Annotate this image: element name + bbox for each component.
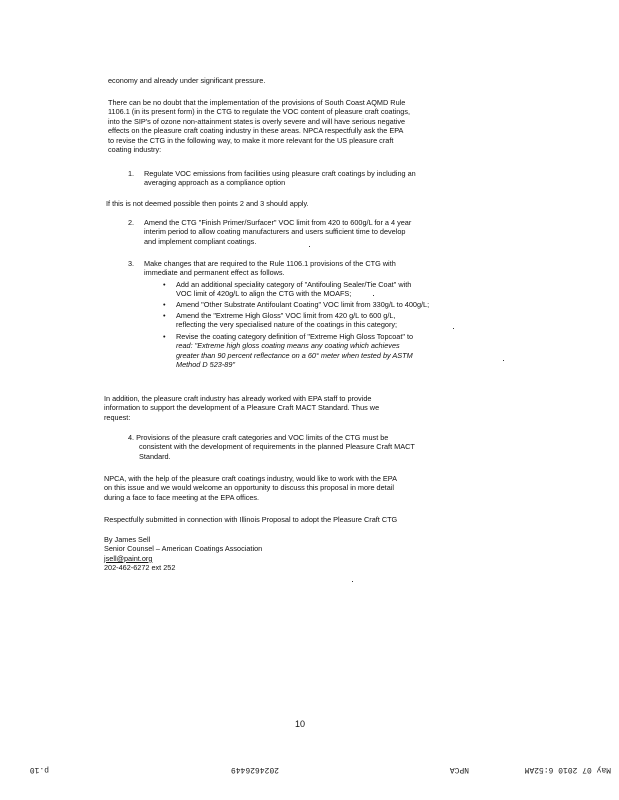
bullet-icon: • [163, 311, 166, 320]
bullet-icon: • [163, 300, 166, 309]
fax-page: p.10 [29, 765, 49, 774]
closing-sentence: Respectfully submitted in connection with Illinois Proposal to adopt the Pleasure Craft CTG [104, 515, 398, 524]
item-3-text: Make changes that are required to the Rule 1106.1 provisions of the CTG with immediate and permanent effect as follows. [144, 259, 396, 278]
intro-line: economy and already under significant pressure. [108, 76, 266, 85]
scan-speck [309, 246, 310, 247]
scan-speck [373, 295, 374, 296]
scan-speck [453, 328, 454, 329]
signature-phone: 202-462-6272 ext 252 [104, 563, 176, 573]
paragraph-work-with-epa: NPCA, with the help of the pleasure craft coatings industry, would like to work with the EPA on this issue and we would welcome an opportunity to discuss this proposal in more detail during a face to face meeting at the EPA offices. [104, 474, 397, 502]
bullet-item-antifouling-sealer: Add an additional speciality category of "Antifouling Sealer/Tie Coat" with VOC limit of 420g/L to align the CTG with the MOAFS; [176, 280, 412, 299]
paragraph-line: effects on the pleasure craft coating industry in these areas. NPCA respectfully ask the EPA [108, 126, 404, 136]
item-2-number: 2. [128, 218, 135, 227]
fax-sender: NPCA [449, 765, 469, 774]
fax-date: May 07 2010 6:52AM [524, 765, 611, 774]
paragraph-line: to revise the CTG in the following way, to make it more relevant for the US pleasure craft [108, 135, 394, 145]
signature-block [104, 535, 262, 573]
bullet-icon: • [163, 332, 166, 341]
fax-header [0, 760, 619, 774]
item-2-text: Amend the CTG "Finish Primer/Surfacer" VOC limit from 420 to 600g/L for a 4 year interim period to allow coating manufacturers and users sufficient time to develop and implement compliant coatings. [144, 218, 412, 246]
scan-speck [352, 581, 353, 582]
bullet-item-revise-definition: Revise the coating category definition of "Extreme High Gloss Topcoat" to read: "Extreme high gloss coating means any coating which achieves greater than 90 percent reflectance on a 60° meter when tested by ASTM Method D 523-89" [176, 332, 414, 370]
item-4-text: 4. Provisions of the pleasure craft categories and VOC limits of the CTG must be consistent with the development of requirements in the planned Pleasure Craft MACT Standard. [128, 433, 415, 461]
paragraph-line: into the SIP's of ozone non-attainment states is overly severe and will have serious negative [108, 116, 406, 126]
bullet-item-extreme-high-gloss: Amend the "Extreme High Gloss" VOC limit from 420 g/L to 600 g/L, reflecting the very specialised nature of the coatings in this category; [176, 311, 398, 330]
paragraph-mact-standard: In addition, the pleasure craft industry has already worked with EPA staff to provide information to support the development of a Pleasure Craft MACT Standard. Thus we request: [104, 394, 380, 422]
conditional-sentence: If this is not deemed possible then points 2 and 3 should apply. [106, 199, 309, 208]
signature-name: By James Sell [104, 535, 151, 544]
page-number: 10 [295, 719, 306, 729]
signature-email-link[interactable]: jsell@paint.org [104, 553, 153, 563]
paragraph-line: 1106.1 (in its present form) in the CTG to regulate the VOC content of pleasure craft coatings, [108, 107, 411, 117]
bullet-item-other-substrate: Amend "Other Substrate Antifoulant Coating" VOC limit from 330g/L to 400g/L; [176, 300, 430, 309]
item-1-number: 1. [128, 169, 135, 178]
paragraph-line: coating industry: [108, 145, 162, 155]
bullet-icon: • [163, 280, 166, 289]
fax-number: 2024626449 [230, 765, 279, 774]
item-1-text: Regulate VOC emissions from facilities using pleasure craft coatings by including an averaging approach as a compliance option [144, 169, 416, 188]
paragraph-aqmd-rule [108, 98, 410, 154]
scan-speck [503, 360, 504, 361]
paragraph-line: There can be no doubt that the implementation of the provisions of South Coast AQMD Rule [108, 98, 406, 107]
signature-title: Senior Counsel – American Coatings Association [104, 544, 263, 554]
item-3-number: 3. [128, 259, 135, 268]
